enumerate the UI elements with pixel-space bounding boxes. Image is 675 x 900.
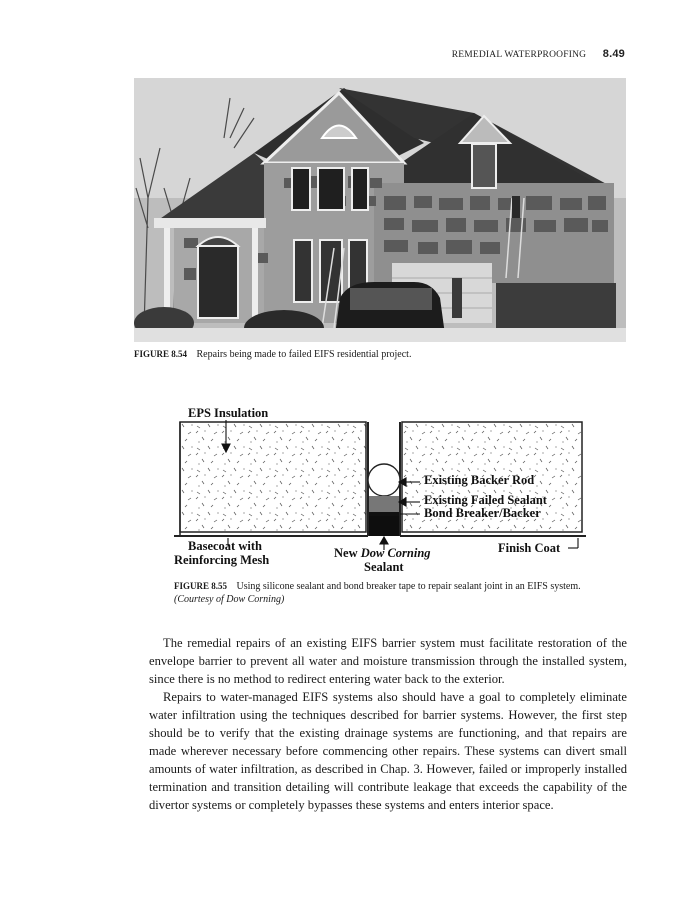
page-number: 8.49 [602,48,625,60]
running-header [452,48,625,60]
basecoat-label-line1: Basecoat with [188,539,262,553]
house-photo [134,78,626,342]
bond-breaker-label: Bond Breaker/Backer [424,506,541,520]
figure-8-55-credit: (Courtesy of Dow Corning) [174,594,285,605]
body-text [149,634,627,814]
house-photo-illustration [134,78,626,342]
new-sealant-label-line2: Sealant [364,560,404,574]
existing-backer-rod-label: Existing Backer Rod [424,473,535,487]
figure-8-55-caption [174,580,594,606]
paragraph-2: Repairs to water-managed EIFS systems also should have a goal to completely eliminate water infiltration using the techniques described for barrier systems. However, the first step should be to verify that the existing drainage systems are functioning, and that repairs are made wherever necessary before commencing other repairs. These systems can divert small amounts of water infiltration, as described in Chap. 3. However, failed or improperly installed termination and transition detailing will contribute leakage that exceeds the capability of the divertor systems or completely bypasses these systems and enters interior space. [149,690,627,812]
running-title: REMEDIAL WATERPROOFING [451,50,587,60]
figure-8-55-text: Using silicone sealant and bond breaker tape to repair sealant joint in an EIFS system. [236,581,581,592]
sealant-joint-diagram [168,400,608,580]
figure-8-55-label: FIGURE 8.55 [174,581,228,591]
existing-failed-sealant-label: Existing Failed Sealant [424,493,547,507]
figure-8-54-label: FIGURE 8.54 [134,349,188,359]
figure-8-54-caption [134,348,626,361]
eps-insulation-label: EPS Insulation [188,406,269,420]
new-sealant-label-line1 [334,546,431,561]
figure-8-54-text: Repairs being made to failed EIFS residential project. [196,349,412,360]
finish-coat-label: Finish Coat [498,541,561,555]
paragraph-1: The remedial repairs of an existing EIFS barrier system must facilitate restoration of the envelope barrier to prevent all water and moisture transmission through the installed system, since there is no method to redirect entering water back to the exterior. [149,636,627,686]
new-sealant-brand: Dow Corning [360,546,431,560]
basecoat-label-line2: Reinforcing Mesh [174,553,270,567]
new-sealant-prefix: New [334,546,361,560]
